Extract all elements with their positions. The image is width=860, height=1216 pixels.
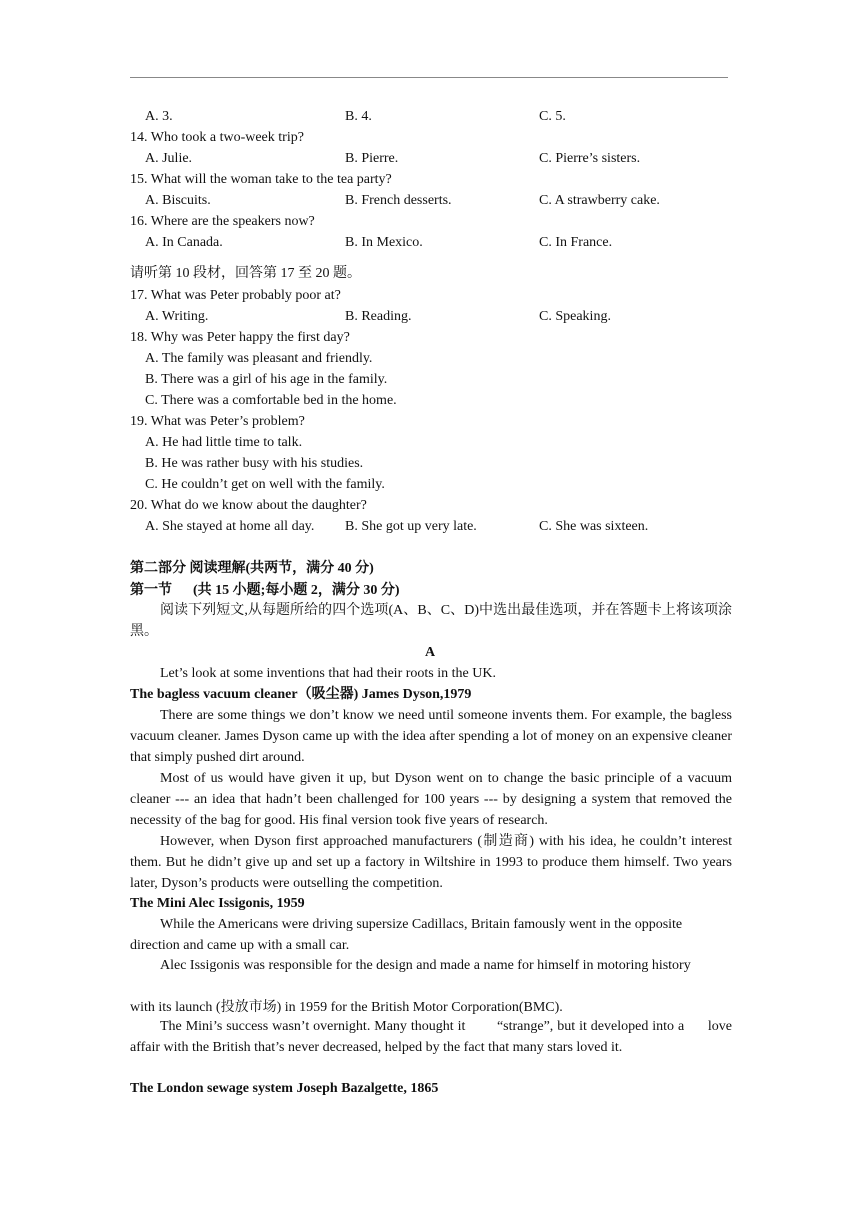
paragraph-1: There are some things we don’t know we need until someone invents them. For example, the bagless vacuum cleaner. James Dyson came up with the idea after spending a lot of money on an expensive cleaner that simply pushed dirt around. bbox=[130, 708, 732, 765]
heading-vacuum: The bagless vacuum cleaner（吸尘器) James Dyson,1979 bbox=[130, 687, 472, 702]
q13-option-c: C. 5. bbox=[539, 109, 566, 124]
header-rule bbox=[130, 77, 728, 78]
q19-question: 19. What was Peter’s problem? bbox=[130, 414, 305, 429]
paragraph-4-line1: While the Americans were driving supersize Cadillacs, Britain famously went in the opposite bbox=[160, 917, 683, 932]
q17-option-a: A. Writing. bbox=[145, 309, 209, 324]
section1-title: 第一节 (共 15 小题;每小题 2，满分 30 分) bbox=[130, 583, 400, 598]
passage-letter: A bbox=[424, 645, 436, 660]
q15-question: 15. What will the woman take to the tea party? bbox=[130, 172, 392, 187]
q20-question: 20. What do we know about the daughter? bbox=[130, 498, 367, 513]
q20-option-c: C. She was sixteen. bbox=[539, 519, 649, 534]
paragraph-6: The Mini’s success wasn’t overnight. Many thought it “strange”, but it developed into a love affair with the British that’s never decreased, helped by the fact that many stars loved it. bbox=[130, 1019, 736, 1055]
section10-intro: 请听第 10 段材，回答第 17 至 20 题。 bbox=[130, 266, 361, 281]
q16-option-c: C. In France. bbox=[539, 235, 613, 250]
q18-question: 18. Why was Peter happy the first day? bbox=[130, 330, 350, 345]
q19-option-b: B. He was rather busy with his studies. bbox=[145, 456, 364, 471]
instructions: 阅读下列短文,从每题所给的四个选项(A、B、C、D)中选出最佳选项，并在答题卡上将该项涂黑。 bbox=[130, 603, 732, 639]
q14-option-a: A. Julie. bbox=[145, 151, 193, 166]
q13-option-b: B. 4. bbox=[345, 109, 372, 124]
passage-intro: Let’s look at some inventions that had their roots in the UK. bbox=[160, 666, 496, 681]
q16-option-a: A. In Canada. bbox=[145, 235, 223, 250]
paragraph-5: Alec Issigonis was responsible for the design and made a name for himself in motoring history bbox=[160, 958, 691, 973]
paragraph-3: However, when Dyson first approached manufacturers (制造商) with his idea, he couldn’t interest them. But he didn’t give up and set up a factory in Wiltshire in 1993 to produce them himself. Two years later, Dyson’s products were outselling the competition. bbox=[130, 834, 732, 891]
paragraph-2: Most of us would have given it up, but Dyson went on to change the basic principle of a vacuum cleaner --- an idea that hadn’t been challenged for 100 years --- by designing a system that removed the necessity of the bag for good. His final version took five years of research. bbox=[130, 771, 732, 828]
q14-question: 14. Who took a two-week trip? bbox=[130, 130, 304, 145]
q17-option-c: C. Speaking. bbox=[539, 309, 611, 324]
heading-sewage: The London sewage system Joseph Bazalgette, 1865 bbox=[130, 1081, 439, 1096]
q20-option-b: B. She got up very late. bbox=[345, 519, 477, 534]
q15-option-a: A. Biscuits. bbox=[145, 193, 211, 208]
q15-option-c: C. A strawberry cake. bbox=[539, 193, 660, 208]
q20-option-a: A. She stayed at home all day. bbox=[145, 519, 315, 534]
q19-option-c: C. He couldn’t get on well with the family. bbox=[145, 477, 385, 492]
q18-option-c: C. There was a comfortable bed in the home. bbox=[145, 393, 397, 408]
q16-option-b: B. In Mexico. bbox=[345, 235, 423, 250]
q15-option-b: B. French desserts. bbox=[345, 193, 452, 208]
q16-question: 16. Where are the speakers now? bbox=[130, 214, 315, 229]
paragraph-5-line2: with its launch (投放市场) in 1959 for the British Motor Corporation(BMC). bbox=[130, 1000, 563, 1015]
q17-question: 17. What was Peter probably poor at? bbox=[130, 288, 341, 303]
q18-option-a: A. The family was pleasant and friendly. bbox=[145, 351, 373, 366]
q14-option-b: B. Pierre. bbox=[345, 151, 399, 166]
part2-title: 第二部分 阅读理解(共两节，满分 40 分) bbox=[130, 561, 374, 576]
heading-mini: The Mini Alec Issigonis, 1959 bbox=[130, 896, 305, 911]
paragraph-4-line2: direction and came up with a small car. bbox=[130, 938, 350, 953]
q19-option-a: A. He had little time to talk. bbox=[145, 435, 303, 450]
q18-option-b: B. There was a girl of his age in the family. bbox=[145, 372, 388, 387]
q13-option-a: A. 3. bbox=[145, 109, 173, 124]
q14-option-c: C. Pierre’s sisters. bbox=[539, 151, 641, 166]
q17-option-b: B. Reading. bbox=[345, 309, 412, 324]
